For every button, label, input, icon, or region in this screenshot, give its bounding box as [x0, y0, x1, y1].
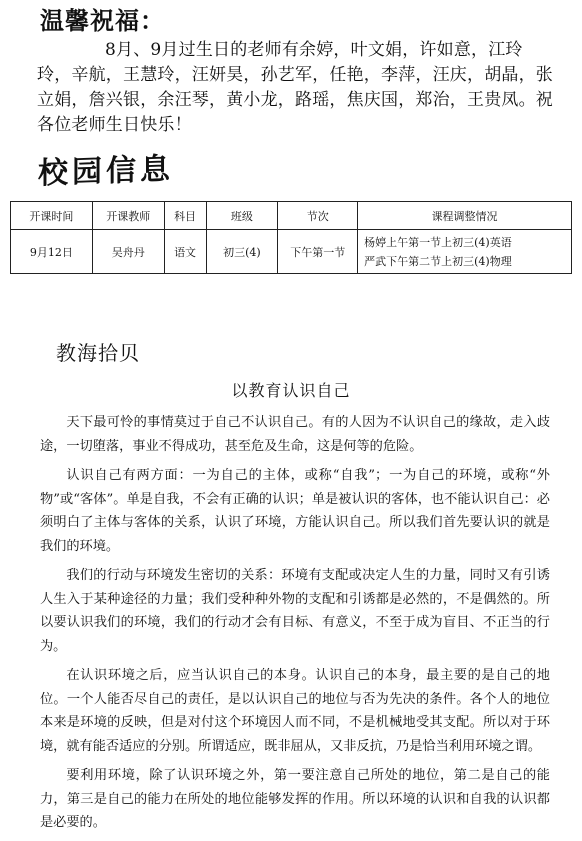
article-paragraph: 认识自己有两方面：一为自己的主体，或称“自我”；一为自己的环境，或称“外物”或“客体”。单是自我，不会有正确的认识；单是被认识的客体，也不能认识自己：必须明白了主体与客体的关系，认识了环境，方能认识自己。所以我们首先要认识的就是我们的环境。: [40, 468, 550, 554]
article-title: 以教育认识自己: [231, 381, 351, 400]
cell-class: 初三(4): [206, 230, 278, 274]
cell-subject: 语文: [164, 230, 206, 274]
header-adjustment: 课程调整情况: [358, 202, 572, 230]
cell-teacher: 吴舟丹: [92, 230, 164, 274]
article-paragraph: 在认识环境之后，应当认识自己的本身。认识自己的本身，最主要的是自己的地位。一个人能否尽自己的责任，是以认识自己的地位与否为先决的条件。各个人的地位本来是环境的反映，但是对付这个环境因人而不同，不是机械地受其支配。所以对于环境，就有能否适应的分别。所谓适应，既非屈从，又非反抗，乃是恰当利用环境之谓。: [40, 668, 550, 754]
greeting-body: 8月、9月过生日的老师有余婷，叶文娟，许如意，江玲玲，辛航，王慧玲，汪妍昊，孙艺军，任艳，李萍，汪庆，胡晶，张立娟，詹兴银，余汪琴，黄小龙，路瑶，焦庆国，郑治，王贵凤。祝各位老师生日快乐！: [37, 40, 553, 135]
header-period: 节次: [278, 202, 358, 230]
table-header-row: [11, 202, 572, 230]
cell-period: 下午第一节: [278, 230, 358, 274]
campus-info-heading: 校园信息: [38, 151, 174, 192]
header-subject: 科目: [164, 202, 206, 230]
article-body: [40, 411, 550, 841]
cell-adjustment: [358, 230, 572, 274]
teaching-heading: 教海拾贝: [56, 341, 140, 365]
table-row: [11, 230, 572, 274]
class-schedule-table: [10, 201, 572, 274]
adjustment-line: 杨婷上午第一节上初三(4)英语: [364, 235, 512, 249]
article-paragraph: 我们的行动与环境发生密切的关系：环境有支配或决定人生的力量，同时又有引诱人生入于某种途径的力量；我们受种种外物的支配和引诱都是必然的，不是偶然的。所以要认识我们的环境，我们的行动才会有目标、有意义，不至于成为盲目、不正当的行为。: [40, 568, 550, 654]
cell-date: 9月12日: [11, 230, 93, 274]
header-date: 开课时间: [11, 202, 93, 230]
header-teacher: 开课教师: [92, 202, 164, 230]
article-paragraph: 天下最可怜的事情莫过于自己不认识自己。有的人因为不认识自己的缘故，走入歧途，一切堕落，事业不得成功，甚至危及生命，这是何等的危险。: [40, 415, 550, 454]
greeting-heading: 温馨祝福：: [40, 7, 165, 35]
article-paragraph: 要利用环境，除了认识环境之外，第一要注意自己所处的地位，第二是自己的能力，第三是自己的能力在所处的地位能够发挥的作用。所以环境的认识和自我的认识都是必要的。: [40, 768, 550, 830]
header-class: 班级: [206, 202, 278, 230]
adjustment-line: 严武下午第二节上初三(4)物理: [364, 254, 512, 268]
